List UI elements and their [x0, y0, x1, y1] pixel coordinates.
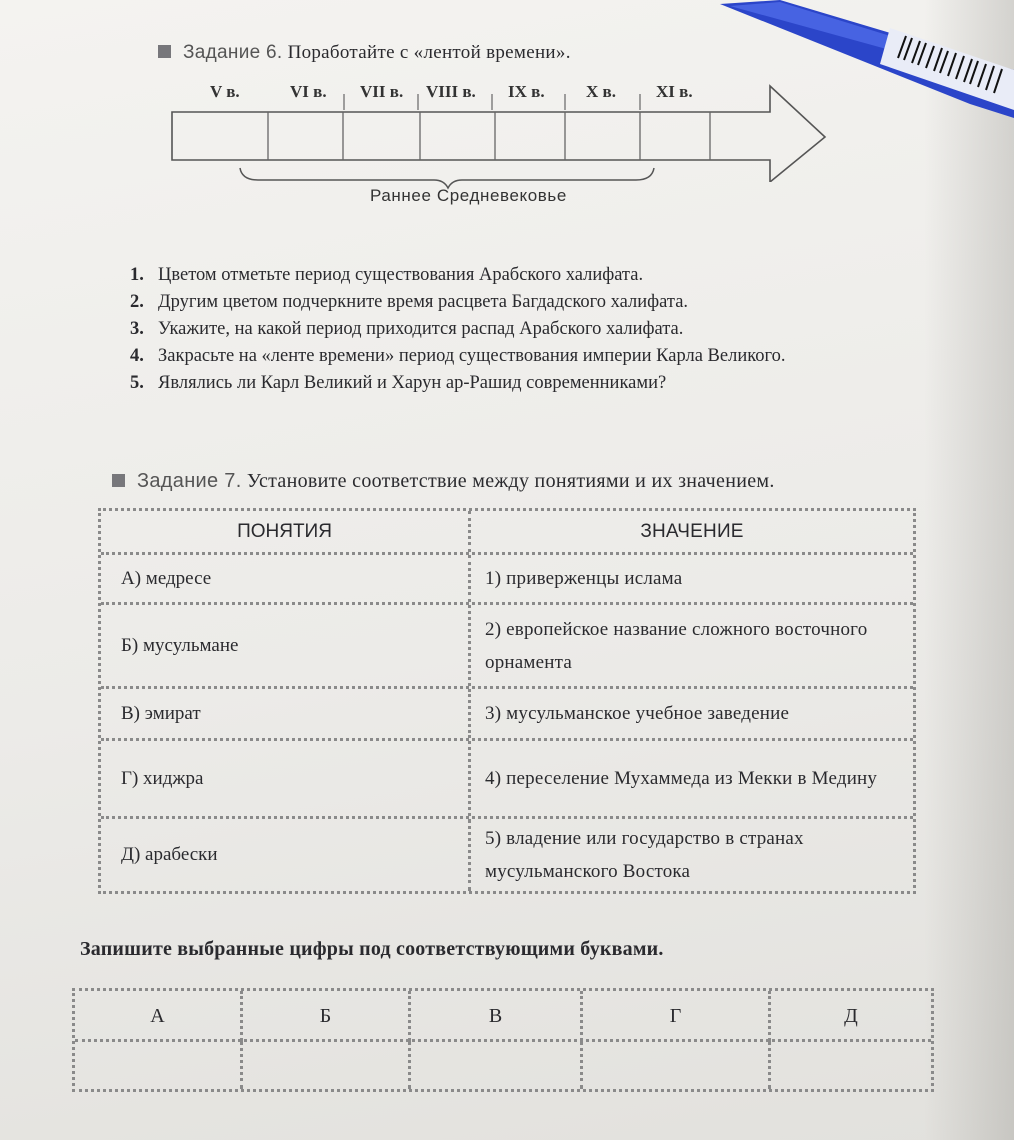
meaning-cell: 3) мусульманское учебное заведение [485, 703, 790, 724]
write-instruction: Запишите выбранные цифры под соответствующими буквами. [80, 938, 664, 960]
question-text: Цветом отметьте период существования Арабского халифата. [158, 265, 644, 285]
table-row [101, 741, 913, 819]
column-header-meanings: ЗНАЧЕНИЕ [640, 521, 744, 542]
answer-cell-a[interactable] [75, 1041, 243, 1089]
question-number: 4. [130, 346, 144, 366]
question-list [130, 262, 890, 397]
answer-grid [72, 988, 934, 1092]
century-label: V в. [210, 82, 240, 101]
century-label: VIII в. [426, 82, 476, 101]
answer-cell-d[interactable] [771, 1041, 931, 1089]
table-row [101, 555, 913, 605]
term-cell: Д) арабески [101, 819, 471, 891]
question-text: Другим цветом подчеркните время расцвета Багдадского халифата. [158, 292, 689, 312]
question-text: Закрасьте на «ленте времени» период существования империи Карла Великого. [158, 346, 786, 366]
column-header-terms: ПОНЯТИЯ [101, 511, 471, 552]
answer-letter: Б [243, 991, 411, 1041]
task7-label: Задание 7. [137, 470, 242, 492]
century-label: XI в. [656, 82, 693, 101]
question-text: Являлись ли Карл Великий и Харун ар-Рашид современниками? [158, 373, 667, 393]
answer-letter: Г [583, 991, 771, 1041]
term-cell: Б) мусульмане [101, 605, 471, 686]
list-item [130, 370, 890, 397]
answer-letter: В [411, 991, 583, 1041]
question-number: 1. [130, 265, 144, 285]
table-row [101, 605, 913, 689]
question-number: 2. [130, 292, 144, 312]
century-label: VII в. [360, 82, 404, 101]
answer-cell-g[interactable] [583, 1041, 771, 1089]
list-item [130, 343, 890, 370]
square-bullet-icon [112, 474, 125, 487]
table-row [101, 689, 913, 741]
meaning-cell: 4) переселение Мухаммеда из Мекки в Медину [485, 768, 878, 789]
answer-cell-b[interactable] [243, 1041, 411, 1089]
question-text: Укажите, на какой период приходится распад Арабского халифата. [158, 319, 684, 339]
meaning-cell: 2) европейское название сложного восточного орнамента [485, 618, 868, 673]
answer-cell-v[interactable] [411, 1041, 583, 1089]
century-label: VI в. [290, 82, 327, 101]
term-cell: Г) хиджра [101, 741, 471, 816]
square-bullet-icon [158, 45, 171, 58]
century-label: X в. [586, 82, 616, 101]
question-number: 5. [130, 373, 144, 393]
answer-letter: А [75, 991, 243, 1041]
table-header-row [101, 511, 913, 555]
meaning-cell: 1) приверженцы ислама [485, 568, 683, 589]
pen-icon [720, 0, 1014, 120]
century-label: IX в. [508, 82, 545, 101]
question-number: 3. [130, 319, 144, 339]
meaning-cell: 5) владение или государство в странах мусульманского Востока [485, 828, 804, 882]
task6-heading [158, 42, 571, 64]
term-cell: В) эмират [101, 689, 471, 738]
matching-table [98, 508, 916, 894]
list-item [130, 316, 890, 343]
list-item [130, 289, 890, 316]
task6-label: Задание 6. [183, 42, 283, 63]
task7-text: Установите соответствие между понятиями и их значением. [246, 470, 775, 492]
page-shadow [924, 0, 1014, 1140]
list-item [130, 262, 890, 289]
period-label: Раннее Средневековье [370, 186, 567, 205]
answer-letter: Д [844, 1004, 858, 1027]
term-cell: А) медресе [101, 555, 471, 602]
task7-heading [112, 470, 775, 493]
table-row [101, 819, 913, 891]
task6-text: Поработайте с «лентой времени». [287, 42, 571, 63]
